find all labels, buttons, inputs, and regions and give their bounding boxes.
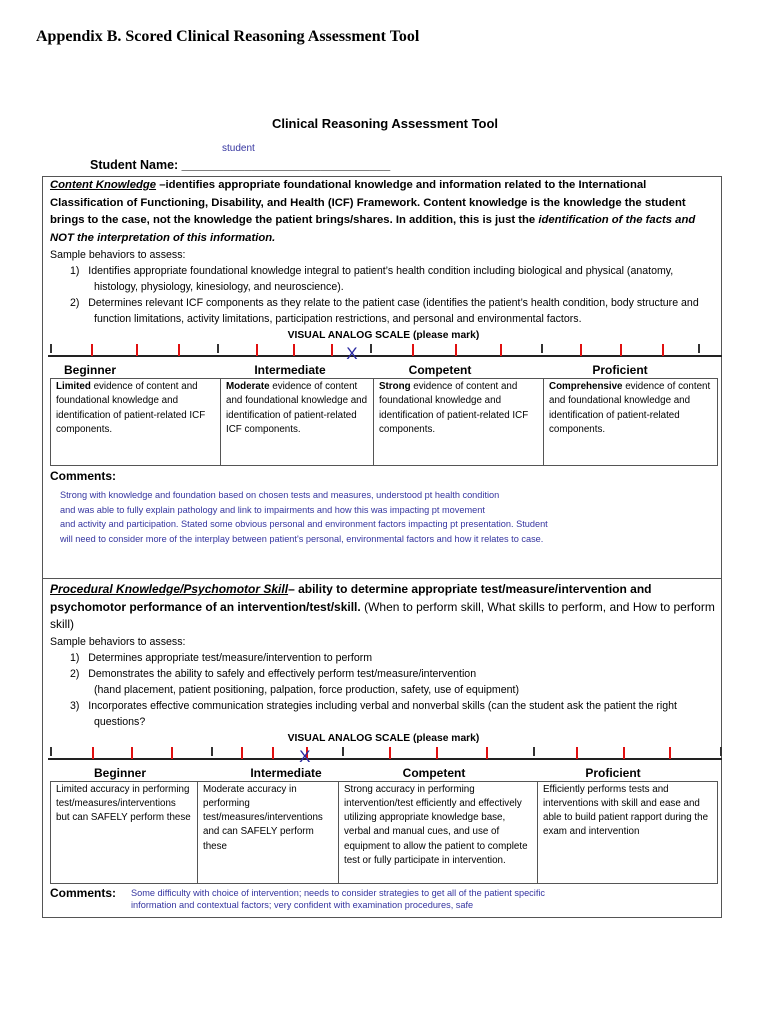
scale-tick-minor (256, 344, 258, 356)
level-label: Competent (402, 765, 466, 780)
rubric-cell: Limited accuracy in performing test/measures/interventions but can SAFELY perform these (51, 781, 198, 883)
level-labels (50, 363, 717, 378)
section-heading: Content Knowledge (50, 179, 157, 191)
rubric-cell: Limited evidence of content and foundational knowledge and identification of patient-related ICF components. (51, 379, 221, 466)
scale-label: VISUAL ANALOG SCALE (please mark) (287, 732, 480, 744)
scale-tick-minor (171, 747, 173, 759)
scale-tick (533, 747, 535, 756)
scale-tick (541, 344, 543, 353)
sample-item: 1) Identifies appropriate foundational knowledge integral to patient’s health condition including biological and physical (anatomy, histology, physiology, kinesiology, and neuroscience). (70, 265, 674, 293)
rubric-cell: Moderate accuracy in performing test/measures/interventions and can SAFELY perform these (198, 781, 339, 883)
scale-tick-minor (272, 747, 274, 759)
level-label: Beginner (93, 765, 146, 780)
level-label: Proficient (585, 765, 641, 780)
scale-tick-minor (331, 344, 333, 356)
scale-tick-minor (293, 344, 295, 356)
section-heading: Procedural Knowledge/Psychomotor Skill (50, 582, 289, 596)
level-labels (50, 766, 717, 781)
rubric-cell: Moderate evidence of content and foundational knowledge and identification of patient-related ICF components. (221, 379, 374, 466)
visual-analog-scale[interactable] (42, 746, 722, 766)
procedural-knowledge-section (43, 578, 721, 911)
rubric-cell: Efficiently performs tests and interventions with skill and ease and able to build patient rapport during the exam and intervention (538, 781, 718, 883)
comments-label: Comments: (50, 469, 117, 483)
scale-tick (217, 344, 219, 353)
assessment-box (42, 176, 722, 918)
comments-row (50, 886, 717, 911)
sample-item: 1) Determines appropriate test/measure/intervention to perform (70, 651, 373, 664)
scale-tick (698, 344, 700, 353)
comments-text[interactable]: Strong with knowledge and foundation based on chosen tests and measures, understood pt health condition and was able to fully explain pathology and link to impairments and how this was impacting pt movement and activity and participation. Stated some obvious personal and environment factors impacting pt presentation. Student will need to consider more of the interplay between patient's personal, environmental factors and how it relates to case. (60, 490, 548, 544)
scale-tick-minor (486, 747, 488, 759)
level-label: Proficient (592, 363, 648, 377)
scale-tick (50, 344, 52, 353)
scale-tick-minor (91, 344, 93, 356)
sample-item: 2) Determines relevant ICF components as they relate to the patient case (identifies the patient’s health condition, body structure and function limitations, activity limitations, participation restrictions, and personal and environmental factors. (70, 297, 699, 325)
sample-label: Sample behaviors to assess: (50, 635, 186, 648)
scale-mark: X (299, 746, 311, 766)
scale-tick (720, 747, 722, 756)
page-title: Clinical Reasoning Assessment Tool (271, 116, 499, 131)
scale-tick-minor (389, 747, 391, 759)
scale-tick-minor (178, 344, 180, 356)
content-knowledge-section (50, 177, 717, 572)
sample-item: 3) Incorporates effective communication strategies including verbal and nonverbal skills (can the student ask the patient the right questions? (70, 699, 677, 728)
rubric-cell: Comprehensive evidence of content and foundational knowledge and identification of patient-related components. (544, 379, 718, 466)
scale-tick-minor (412, 344, 414, 356)
scale-tick (342, 747, 344, 756)
scale-tick-minor (620, 344, 622, 356)
appendix-heading: Appendix B. Scored Clinical Reasoning Assessment Tool (36, 28, 420, 45)
scale-tick (211, 747, 213, 756)
scale-tick-minor (669, 747, 671, 759)
level-label: Intermediate (250, 765, 322, 780)
scale-tick-minor (500, 344, 502, 356)
scale-label: VISUAL ANALOG SCALE (please mark) (287, 330, 480, 341)
scale-tick-minor (131, 747, 133, 759)
scale-tick-minor (576, 747, 578, 759)
scale-tick-minor (623, 747, 625, 759)
comments-label: Comments: (50, 885, 117, 900)
sample-item: 2) Demonstrates the ability to safely and effectively perform test/measure/intervention (70, 667, 477, 680)
rubric-table (50, 378, 718, 466)
student-name-field[interactable]: student (222, 143, 255, 154)
comments-text[interactable]: Some difficulty with choice of intervention; needs to consider strategies to get all of the patient specific information and contextual factors; very confident with examination procedures, safe (131, 887, 546, 910)
scale-tick (50, 747, 52, 756)
rubric-table (50, 781, 718, 884)
procedural-knowledge-intro: Procedural Knowledge/Psychomotor Skill– ability to determine appropriate test/measure/intervention and psychomotor performance of an intervention/test/skill. (When to perform skill, What skills to perform, and How to perform skill) (50, 582, 715, 631)
scale-line (48, 758, 722, 760)
scale-tick-minor (92, 747, 94, 759)
student-name-label: Student Name: ______________________________ (90, 158, 391, 172)
scale-tick-minor (662, 344, 664, 356)
sample-item: (hand placement, patient positioning, palpation, force production, safety, use of equipment) (94, 683, 519, 696)
scale-tick-minor (580, 344, 582, 356)
level-label: Intermediate (254, 363, 326, 377)
scale-tick-minor (455, 344, 457, 356)
scale-mark: X (346, 344, 358, 363)
scale-tick-minor (436, 747, 438, 759)
rubric-cell: Strong evidence of content and foundational knowledge and identification of patient-related ICF components. (374, 379, 544, 466)
scale-tick (370, 344, 372, 353)
scale-tick-minor (136, 344, 138, 356)
content-knowledge-intro: Content Knowledge –identifies appropriate foundational knowledge and information related to the International Classification of Functioning, Disability, and Health (ICF) Framework. Content knowledge is the knowledge the student brings to the case, not the knowledge the patient brings/shares. In addition, this is just the identification of the facts and NOT the interpretation of this information. (50, 179, 696, 244)
level-label: Beginner (63, 363, 116, 377)
rubric-cell: Strong accuracy in performing intervention/test efficiently and effectively utilizing appropriate knowledge base, verbal and manual cues, and use of equipment to allow the patient to complete test or fully participate in intervention. (339, 781, 538, 883)
level-label: Competent (408, 363, 472, 377)
scale-tick-minor (241, 747, 243, 759)
visual-analog-scale[interactable] (42, 343, 722, 363)
sample-label: Sample behaviors to assess: (50, 249, 186, 261)
